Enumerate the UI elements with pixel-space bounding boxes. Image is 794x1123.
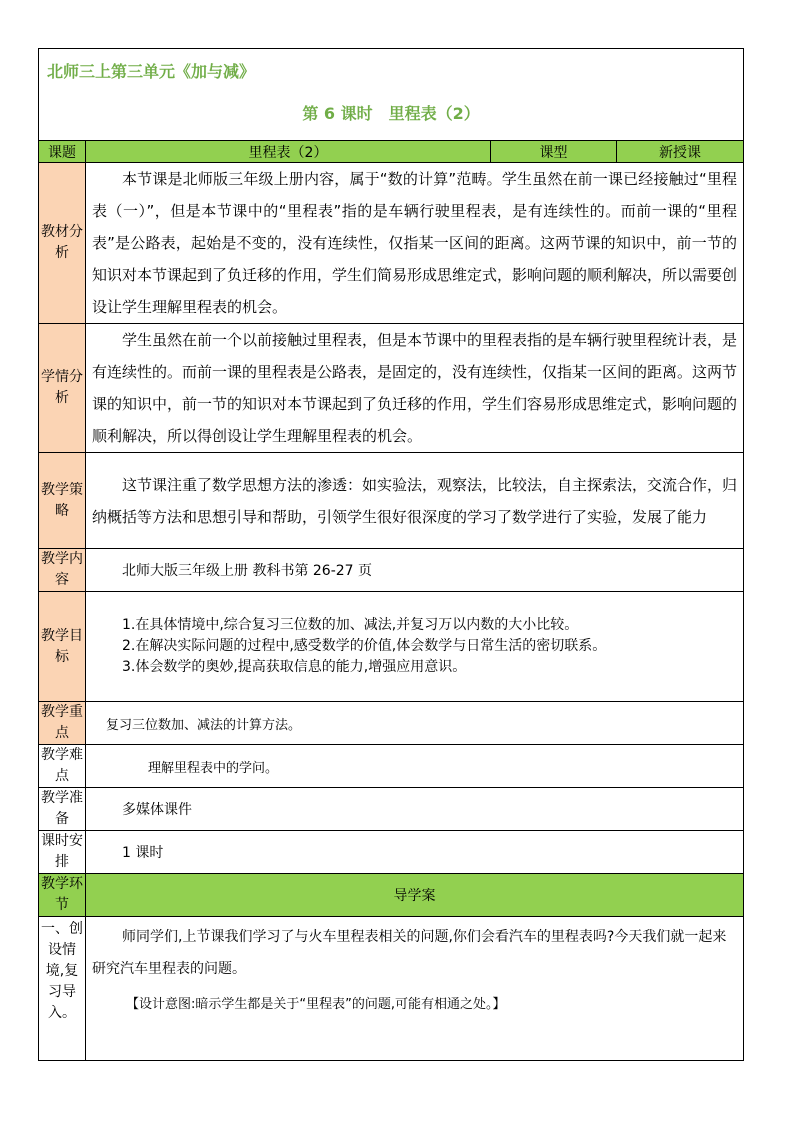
intro-text: 师同学们,上节课我们学习了与火车里程表相关的问题,你们会看汽车的里程表吗?今天我们就一起来研究汽车里程表的问题。 [92, 929, 727, 977]
topic-value: 里程表（2） [86, 141, 491, 163]
key-point-text: 复习三位数加、减法的计算方法。 [86, 702, 744, 745]
type-value: 新授课 [617, 141, 744, 163]
teaching-content-text: 北师大版三年级上册 教科书第 26-27 页 [86, 549, 744, 592]
material-analysis-text: 本节课是北师版三年级上册内容，属于“数的计算”范畴。学生虽然在前一课已经接触过“里程表（一）”，但是本节课中的“里程表”指的是车辆行驶里程表，是有连续性的。而前一课的“里程表”是公路表，起始是不变的，没有连续性，仅指某一区间的距离。这两节课的知识中，前一节的知识对本节课起到了负迁移的作用，学生们简易形成思维定式，影响问题的顺利解决，所以需要创设让学生理解里程表的机会。 [86, 163, 744, 324]
hours-text: 1 课时 [86, 831, 744, 874]
goal-item: 3.体会数学的奥妙,提高获取信息的能力,增强应用意识。 [122, 659, 467, 675]
preparation-label: 教学准备 [39, 788, 86, 831]
teaching-goals-label: 教学目标 [39, 592, 86, 702]
teaching-strategy-text: 这节课注重了数学思想方法的渗透：如实验法，观察法，比较法，自主探索法，交流合作，归纳概括等方法和思想引导和帮助，引领学生很好很深度的学习了数学进行了实验，发展了能力 [86, 453, 744, 549]
teaching-strategy-label: 教学策略 [39, 453, 86, 549]
process-label: 教学环节 [39, 874, 86, 917]
student-analysis-label: 学情分析 [39, 324, 86, 453]
topic-label: 课题 [39, 141, 86, 163]
lesson-plan-document [38, 48, 743, 1061]
difficulty-text: 理解里程表中的学问。 [86, 745, 744, 788]
type-label: 课型 [491, 141, 617, 163]
difficulty-label: 教学难点 [39, 745, 86, 788]
goal-item: 1.在具体情境中,综合复习三位数的加、减法,并复习万以内数的大小比较。 [122, 617, 579, 633]
design-intent: 【设计意图:暗示学生都是关于“里程表”的问题,可能有相通之处。】 [126, 997, 506, 1012]
process-header: 导学案 [86, 874, 744, 917]
intro-content [86, 917, 744, 1061]
goal-item: 2.在解决实际问题的过程中,感受数学的价值,体会数学与日常生活的密切联系。 [122, 638, 607, 654]
intro-label: 一、创设情境,复习导入。 [39, 917, 86, 1061]
teaching-goals-list [86, 592, 744, 702]
key-point-label: 教学重点 [39, 702, 86, 745]
unit-title: 北师三上第三单元《加与减》 [39, 49, 744, 98]
preparation-text: 多媒体课件 [86, 788, 744, 831]
lesson-title: 第 6 课时 里程表（2） [39, 97, 744, 141]
student-analysis-text: 学生虽然在前一个以前接触过里程表，但是本节课中的里程表指的是车辆行驶里程统计表，是有连续性的。而前一课的里程表是公路表，是固定的，没有连续性，仅指某一区间的距离。这两节课的知识中，前一节的知识对本节课起到了负迁移的作用，学生们容易形成思维定式，影响问题的顺利解决，所以得创设让学生理解里程表的机会。 [86, 324, 744, 453]
teaching-content-label: 教学内容 [39, 549, 86, 592]
material-analysis-label: 教材分析 [39, 163, 86, 324]
lesson-plan-table [38, 48, 744, 1061]
hours-label: 课时安排 [39, 831, 86, 874]
